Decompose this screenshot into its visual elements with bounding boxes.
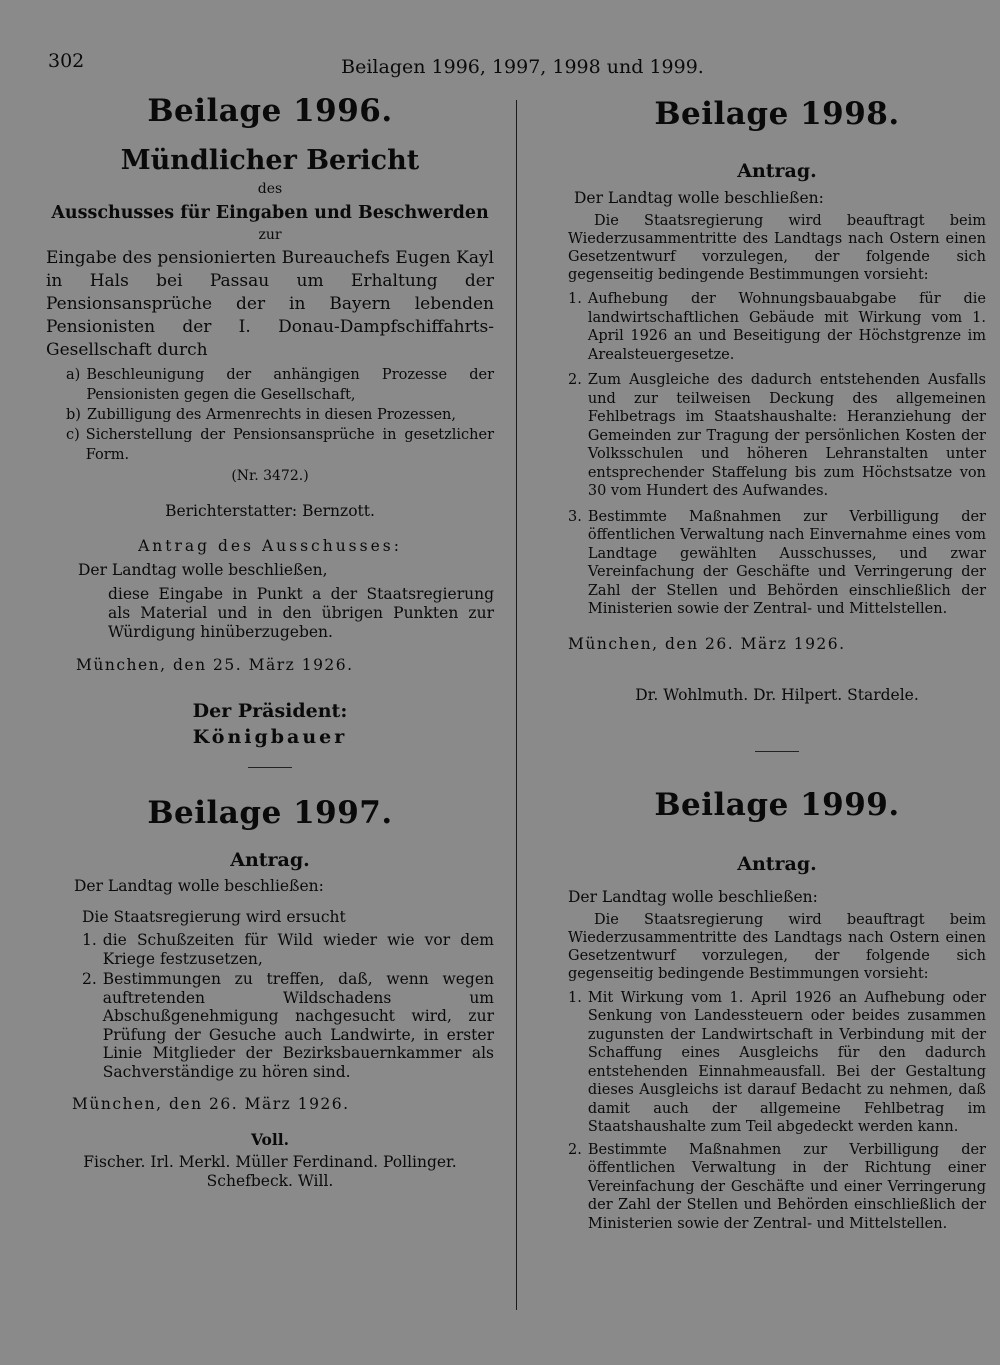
list-item: 1. Aufhebung der Wohnungsbauabgabe für die landwirtschaftlichen Gebäude mit Wirkung vom 1. April 1926 an und Beseitigung der Höchstgrenze im Arealsteuergesetze. (568, 291, 986, 363)
signers-line: Dr. Wohlmuth. Dr. Hilpert. Stardele. (635, 685, 919, 704)
beilage-1997 (46, 794, 494, 1191)
date-line: München, den 26. März 1926. (72, 1095, 350, 1113)
landtag-line: Der Landtag wolle beschließen, (78, 561, 328, 579)
signers-line-1: Fischer. Irl. Merkl. Müller Ferdinand. Pollinger. (83, 1153, 457, 1171)
list-item: 2. Bestimmte Maßnahmen zur Verbilligung der öffentlichen Verwaltung in der Richtung einer Vereinfachung der Geschäfte und einer Verringerung der Zahl der Stellen und Behörden einschließlich der Ministerien sowie der Zentral- und Mittelstellen. (568, 1141, 986, 1232)
landtag-line: Der Landtag wolle beschließen: (568, 887, 818, 906)
beilage-1996 (46, 92, 494, 749)
report-zur: zur (258, 227, 282, 243)
date-line: München, den 25. März 1926. (76, 656, 354, 674)
report-des: des (257, 181, 283, 197)
antrag-heading: Antrag. (737, 852, 817, 875)
committee-name: Ausschusses für Eingaben und Beschwerden (51, 203, 489, 223)
resolution-text: diese Eingabe in Punkt a der Staatsregierung als Material und in den übrigen Punkten zur Würdigung hinüberzugeben. (108, 585, 494, 641)
list-item: c) Sicherstellung der Pensionsansprüche in gesetzlicher Form. (66, 427, 494, 463)
left-column (46, 92, 494, 1191)
section-divider (755, 751, 799, 752)
report-title: Mündlicher Bericht (120, 145, 420, 176)
committee-antrag-heading: Antrag des Ausschusses: (138, 537, 402, 555)
antrag-items (46, 931, 494, 1081)
landtag-line: Der Landtag wolle beschließen: (74, 877, 324, 895)
beilage-1999 (568, 786, 986, 1234)
beilage-1997-title: Beilage 1997. (147, 795, 393, 831)
president-label: Der Präsident: (192, 700, 348, 722)
section-divider (248, 767, 292, 768)
petition-subject: Eingabe des pensionierten Bureauchefs Eugen Kayl in Hals bei Passau um Erhaltung der Pensionsansprüche der in Bayern lebenden Pensionisten der I. Donau-Dampfschiffahrts-Gesellschaft durch (46, 248, 494, 360)
list-item: 2. Bestimmungen zu treffen, daß, wenn wegen auftretenden Wildschadens um Abschußgenehmigung nachgesucht wird, zur Prüfung der Gesuche auch Landwirte, in erster Linie Mitglieder der Bezirksbauernkammer als Sachverständige zu hören sind. (82, 970, 494, 1081)
list-item: 1. Mit Wirkung vom 1. April 1926 an Aufhebung oder Senkung von Landessteuern oder beides zusammen zugunsten der Landwirtschaft in Verbindung mit der Schaffung eines Ausgleichs für den dadurch entstehenden Einnahmeausfall. Bei der Gestaltung dieses Ausgleichs ist darauf Bedacht zu nehmen, daß damit auch der allgemeine Fehlbetrag im Staatshaushalte zum Teil abgedeckt werden kann. (568, 989, 986, 1135)
beilage-1996-title: Beilage 1996. (147, 93, 393, 129)
running-title: Beilagen 1996, 1997, 1998 und 1999. (341, 56, 704, 78)
column-divider (516, 100, 517, 1310)
reporter-line: Berichterstatter: Bernzott. (165, 502, 375, 520)
signers-line-2: Schefbeck. Will. (206, 1172, 334, 1190)
list-item: a) Beschleunigung der anhängigen Prozesse der Pensionisten gegen die Gesellschaft, (66, 367, 494, 403)
date-line: München, den 26. März 1926. (568, 634, 846, 653)
signer-lead: Voll. (250, 1130, 290, 1149)
list-item: 3. Bestimmte Maßnahmen zur Verbilligung der öffentlichen Verwaltung nach Einvernahme eines vom Landtage gewählten Ausschusses, und zwar Vereinfachung der Geschäfte und Verringerung der Zahl der Stellen und Behörden einschließlich der Ministerien sowie der Zentral- und Mittelstellen. (568, 508, 986, 617)
landtag-line: Der Landtag wolle beschließen: (574, 189, 824, 207)
page-number: 302 (48, 50, 85, 72)
antrag-heading: Antrag. (737, 160, 817, 182)
right-column (568, 95, 986, 1233)
intro-text: Die Staatsregierung wird beauftragt beim Wiederzusammentritte des Landtags nach Ostern einen Gesetzentwurf vorzulegen, der folgende sich gegenseitig bedingende Bestimmungen vorsieht: (568, 911, 986, 982)
petition-number: (Nr. 3472.) (231, 468, 309, 484)
list-item: 1. die Schußzeiten für Wild wieder wie vor dem Kriege festzusetzen, (82, 931, 494, 968)
beilage-1999-title: Beilage 1999. (654, 786, 900, 823)
intro-text: Die Staatsregierung wird ersucht (82, 908, 346, 926)
list-item: b) Zubilligung des Armenrechts in diesen Prozessen, (66, 407, 456, 423)
petition-points (46, 365, 494, 465)
antrag-items (568, 989, 986, 1234)
intro-text: Die Staatsregierung wird beauftragt beim Wiederzusammentritte des Landtags nach Ostern einen Gesetzentwurf vorzulegen, der folgende sich gegenseitig bedingende Bestimmungen vorsieht: (568, 213, 986, 283)
president-name: Königbauer (192, 726, 348, 748)
antrag-heading: Antrag. (230, 849, 310, 871)
beilage-1998 (568, 95, 986, 705)
antrag-items (568, 290, 986, 619)
list-item: 2. Zum Ausgleiche des dadurch entstehenden Ausfalls und zur teilweisen Deckung des allgemeinen Fehlbetrags im Staatshaushalte: Heranziehung der Gemeinden zur Tragung der persönlichen Kosten der Volksschulen und höheren Lehranstalten unter entsprechender Staffelung bis zum Höchstsatze von 30 vom Hundert des Aufwandes. (568, 372, 986, 499)
beilage-1998-title: Beilage 1998. (654, 96, 900, 132)
